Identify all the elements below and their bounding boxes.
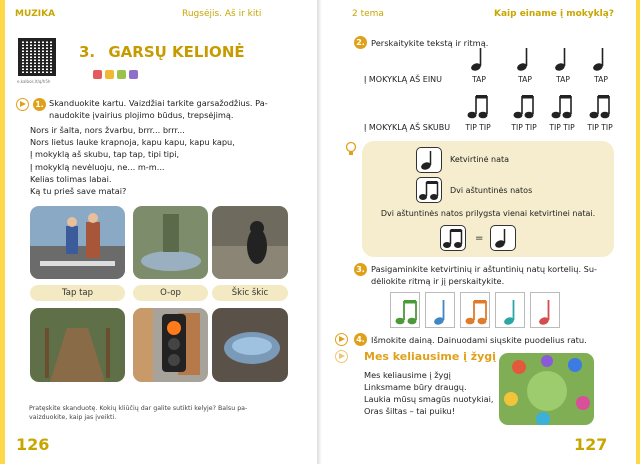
photo-puddle-road (212, 308, 288, 382)
eighth-notes-icon (513, 94, 535, 120)
eighth-notes-icon (551, 94, 573, 120)
note-cards (390, 292, 560, 328)
header-subject: MUZIKA (15, 9, 56, 19)
caption-o-op: O-op (133, 285, 208, 301)
song-line: Mes keliausime į žygį (364, 370, 451, 380)
lesson-title (79, 43, 245, 61)
left-page (0, 0, 317, 464)
header-title: Kaip einame į mokyklą? (494, 9, 614, 19)
header-chapter: 2 tema (352, 9, 384, 19)
lightbulb-icon (344, 141, 358, 157)
tip-tip-label: TIP TIP (511, 123, 537, 132)
tap-label: TAP (518, 75, 532, 84)
rule-box (362, 141, 614, 257)
eighth-notes-icon (416, 177, 442, 203)
footnote (29, 404, 299, 422)
poem-line: Į mokyklą nevėluoju, ne... m-m... (30, 161, 165, 172)
eighth-notes-icon (467, 94, 489, 120)
song-title: Mes keliausime į žygį (364, 350, 496, 363)
eighth-note-card[interactable] (460, 292, 490, 328)
tap-label: TAP (594, 75, 608, 84)
eighth-note-card[interactable] (390, 292, 420, 328)
poem-line: Kelias tolimas labai. (30, 173, 112, 184)
task-number: 1. (33, 98, 46, 111)
color-square-red (93, 70, 102, 79)
tip-tip-label: TIP TIP (465, 123, 491, 132)
quarter-note-card[interactable] (425, 292, 455, 328)
equal-text: Dvi aštuntinės natos prilygsta vienai ketvirtinei natai. (380, 209, 596, 218)
footnote-line: vaizduokite, kaip jas įveikti. (29, 414, 117, 421)
caption-tap-tap: Tap tap (30, 285, 125, 301)
equals-sign: = (475, 233, 484, 244)
poem-line: Nors lietus lauke krapnoja, kapu kapu, kapu kapu, (30, 137, 235, 148)
quarter-note-icon (516, 46, 530, 72)
poem-line: Nors ir šalta, nors žvarbu, brrr... brrr... (30, 125, 185, 135)
quarter-note-icon (490, 225, 516, 251)
play-audio-icon[interactable] (16, 98, 29, 111)
photo-children-circle (499, 353, 594, 425)
row1-label: Į MOKYKLĄ AŠ EINU (364, 75, 443, 84)
tip-tip-label: TIP TIP (549, 123, 575, 132)
footnote-line: Pratęskite skanduotę. Kokių kliūčių dar galite sutikti kelyje? Balsu pa- (29, 405, 248, 412)
quarter-note-icon (416, 147, 442, 173)
color-square-purple (129, 70, 138, 79)
quarter-note-card[interactable] (495, 292, 525, 328)
task3-line: Pasigaminkite ketvirtinių ir aštuntinių natų kortelių. Su- (371, 264, 597, 274)
eighths-label: Dvi aštuntinės natos (450, 186, 533, 195)
play-audio-icon[interactable] (335, 350, 348, 363)
quarter-note-icon (592, 46, 606, 72)
song-lyrics (364, 369, 514, 417)
task-number: 2. (354, 36, 367, 49)
page-number-right: 127 (574, 435, 608, 454)
quarter-note-icon (554, 46, 568, 72)
task1-line: naudokite įvairius plojimo būdus, trepsėjimą. (49, 110, 234, 121)
lesson-title-text: GARSŲ KELIONĖ (108, 43, 245, 61)
poem-line: Į mokyklą aš skubu, tap tap, tipi tipi, (30, 149, 180, 160)
photo-black-cat (212, 206, 288, 279)
task2-text: Perskaitykite tekstą ir ritmą. (371, 38, 489, 48)
task4-text: Išmokite dainą. Dainuodami siųskite puodelius ratu. (371, 335, 587, 345)
header-month: Rugsėjis. Aš ir kiti (182, 9, 262, 19)
task1-line: Skanduokite kartu. Vaizdžiai tarkite garsažodžius. Pa- (49, 98, 268, 108)
play-audio-icon[interactable] (335, 333, 348, 346)
row2-label: Į MOKYKLĄ AŠ SKUBU (364, 123, 451, 132)
photo-children-crossing (30, 206, 125, 279)
page-number-left: 126 (16, 435, 50, 454)
tip-tip-label: TIP TIP (587, 123, 613, 132)
quarter-note-icon (470, 46, 484, 72)
song-line: Laukia mūsų smagūs nuotykiai, (364, 394, 494, 404)
poem-line: Ką tu prieš save matai? (30, 186, 127, 197)
quarter-note-card[interactable] (530, 292, 560, 328)
photo-wooden-bridge (30, 308, 125, 382)
song-line: Linksmame būry draugų. (364, 382, 467, 392)
song-line: Oras šiltas – tai puiku! (364, 406, 456, 416)
eighth-notes-icon (440, 225, 466, 251)
photo-puddle-jump (133, 206, 208, 279)
qr-code-icon[interactable] (18, 38, 56, 76)
eighth-notes-icon (589, 94, 611, 120)
task1-text (49, 97, 317, 121)
tap-label: TAP (472, 75, 486, 84)
poem (30, 124, 315, 197)
qr-caption: e.kalbos.lt/q/h5h (17, 79, 51, 84)
task3-line: dėliokite ritmą ir jį perskaitykite. (371, 276, 505, 286)
tap-label: TAP (556, 75, 570, 84)
task-number: 4. (354, 333, 367, 346)
color-square-yellow (105, 70, 114, 79)
task-number: 3. (354, 263, 367, 276)
photo-traffic-light (133, 308, 208, 382)
lesson-number: 3. (79, 43, 96, 61)
task3-text (371, 263, 631, 287)
right-page (322, 0, 636, 464)
caption-skic-skic: Škic škic (212, 285, 288, 301)
quarter-label: Ketvirtinė nata (450, 155, 510, 164)
color-square-green (117, 70, 126, 79)
